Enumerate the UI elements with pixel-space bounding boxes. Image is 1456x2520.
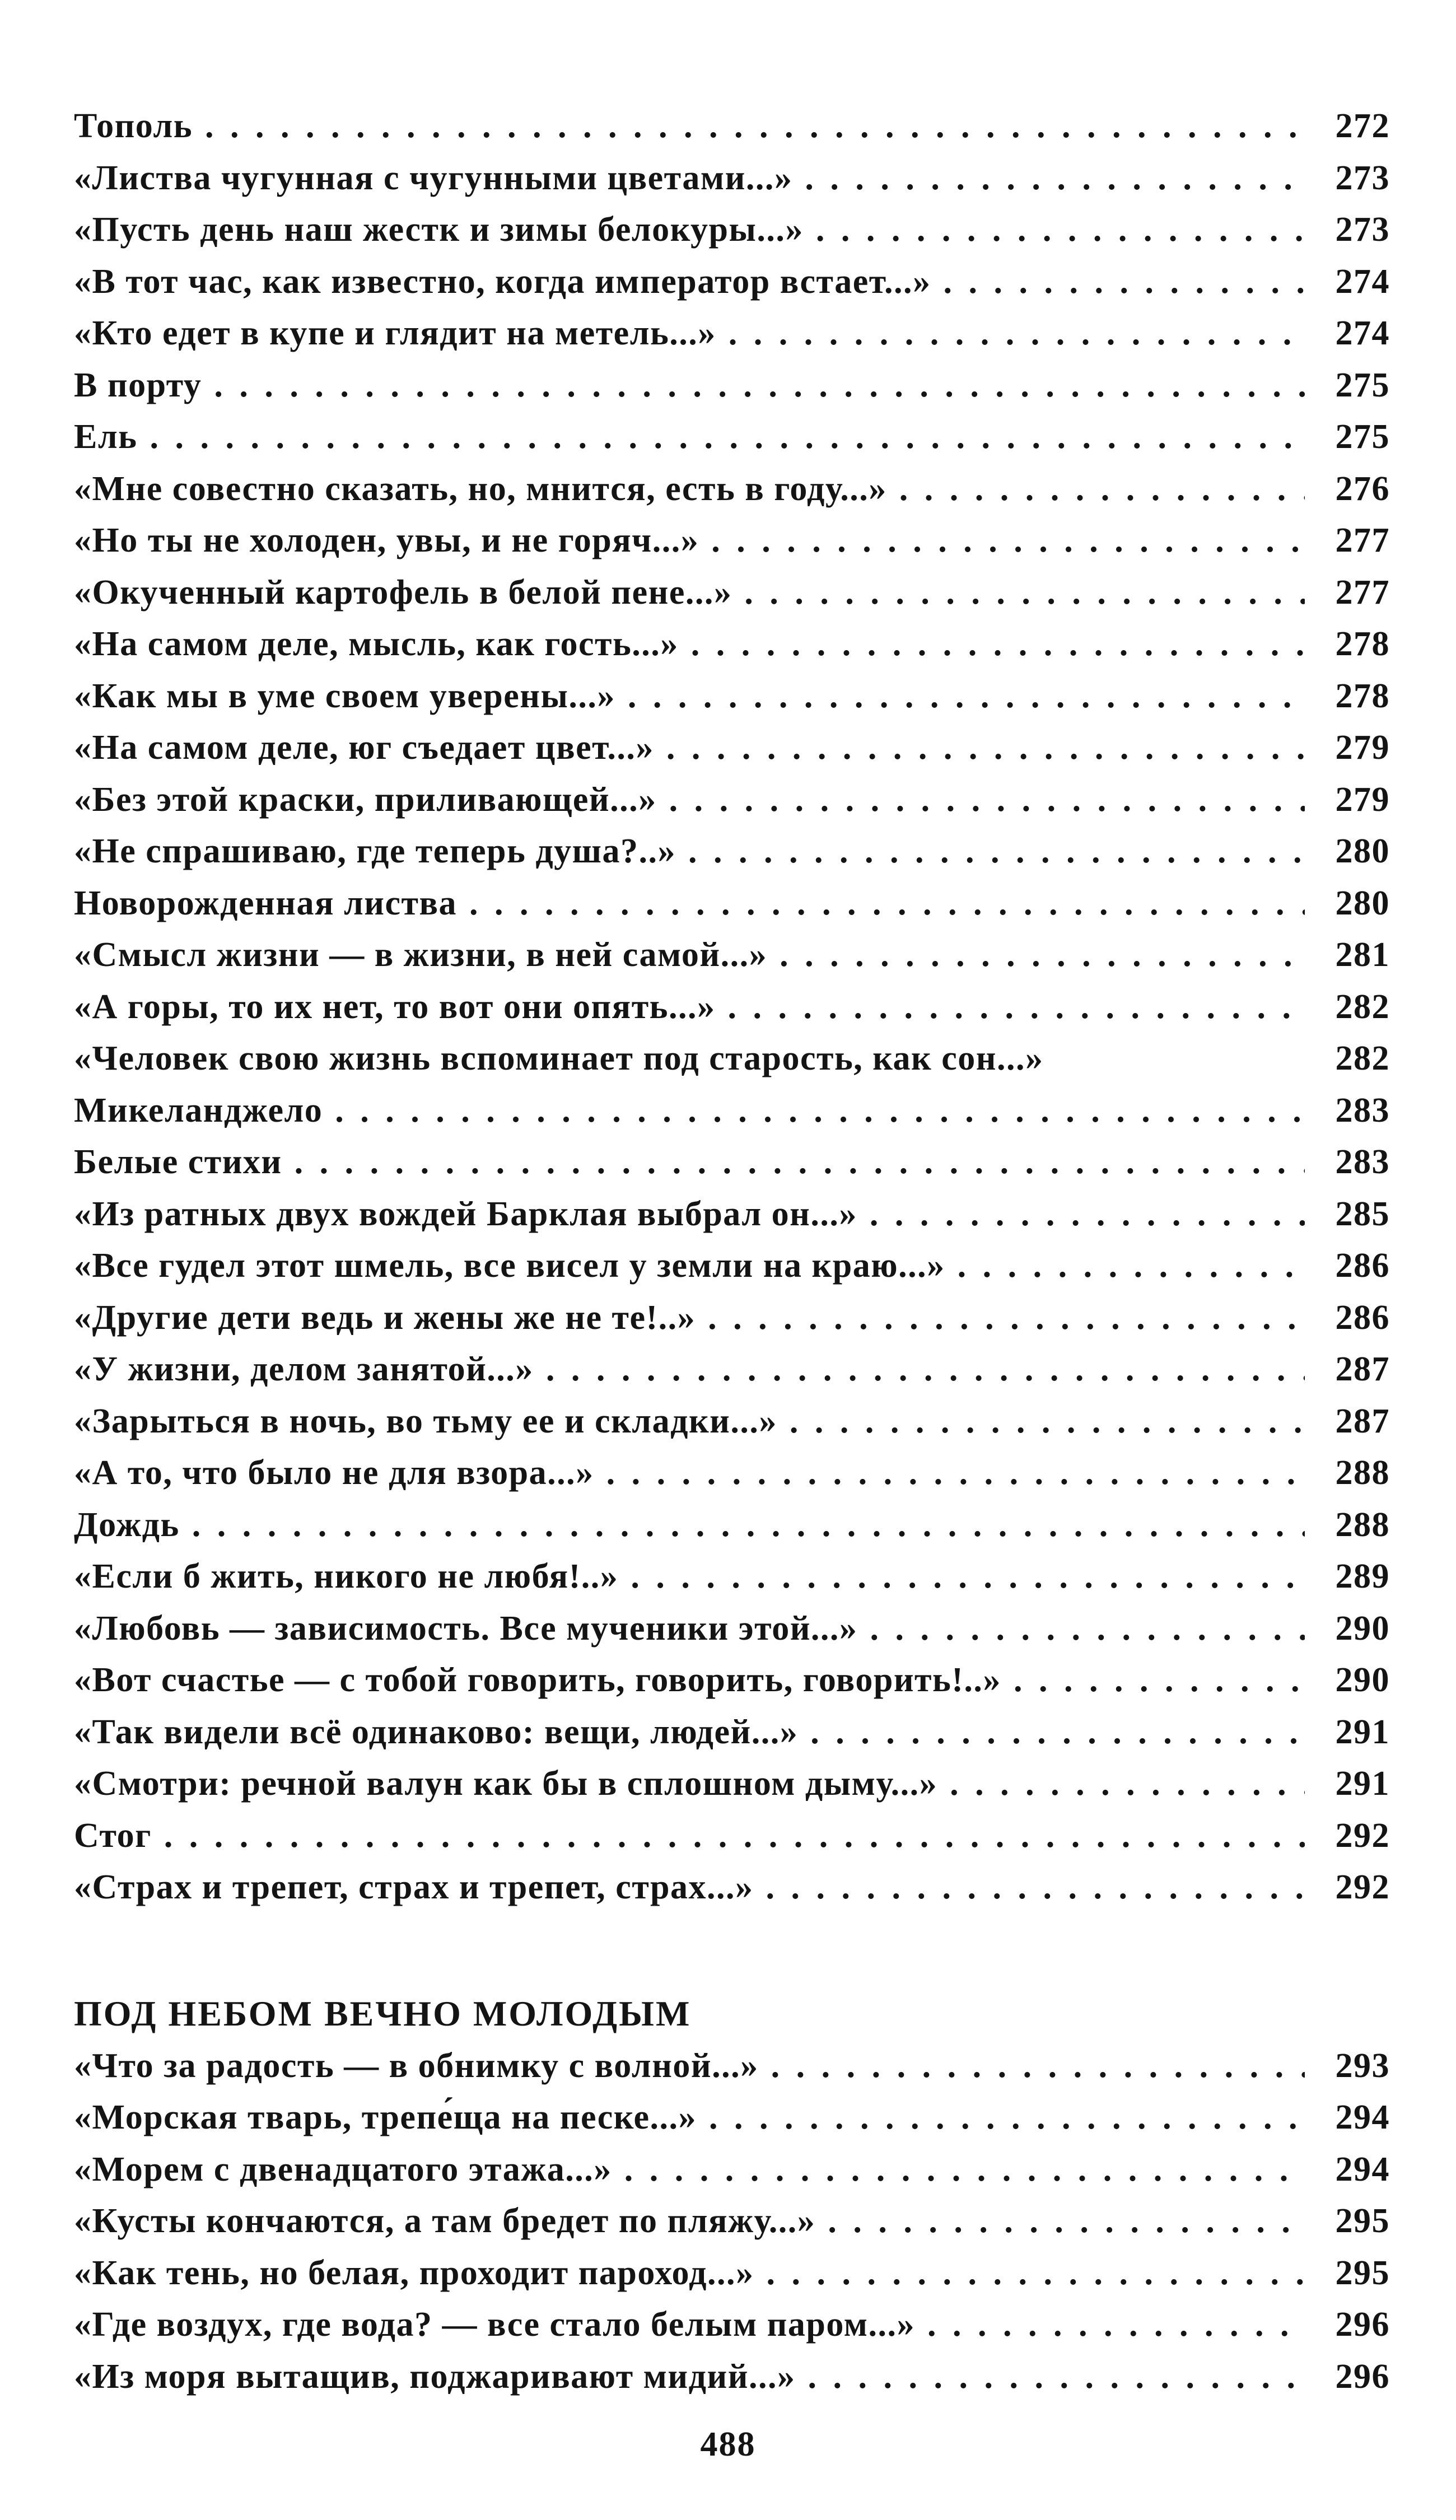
dot-leader <box>944 262 1305 302</box>
dot-leader <box>808 2357 1305 2397</box>
dot-leader <box>691 624 1305 664</box>
toc-entry <box>74 2357 1390 2409</box>
toc-entry <box>74 624 1390 676</box>
toc-entry-title: «А то, что было не для взора...» <box>74 1454 594 1492</box>
toc-entry-page: 279 <box>1335 729 1390 767</box>
toc-entry-page: 278 <box>1335 625 1390 663</box>
dot-leader <box>628 676 1305 716</box>
toc-list <box>74 106 1390 1920</box>
toc-entry <box>74 366 1390 418</box>
dot-leader <box>688 832 1305 871</box>
toc-entry-title: Белые стихи <box>74 1143 282 1181</box>
toc-entry <box>74 676 1390 729</box>
toc-entry <box>74 1453 1390 1505</box>
dot-leader <box>810 1712 1305 1752</box>
toc-entry <box>74 106 1390 158</box>
dot-leader <box>1014 1660 1305 1700</box>
toc-entry-title: «Морская тварь, трепе́ща на песке...» <box>74 2098 697 2136</box>
dot-leader <box>805 158 1305 198</box>
dot-leader <box>606 1453 1305 1493</box>
toc-entry-page: 281 <box>1335 936 1390 974</box>
toc-entry-title: «Как мы в уме своем уверены...» <box>74 676 615 715</box>
toc-entry-page: 276 <box>1335 469 1390 508</box>
toc-entry <box>74 2253 1390 2306</box>
toc-entry-title: «Вот счастье — с тобой говорить, говорить, говорить!..» <box>74 1661 1001 1699</box>
dot-leader <box>624 2150 1305 2190</box>
toc-entry-page: 277 <box>1335 521 1390 559</box>
dot-leader <box>295 1142 1305 1182</box>
toc-entry-page: 275 <box>1335 366 1390 404</box>
dot-leader <box>780 935 1305 975</box>
toc-entry <box>74 314 1390 366</box>
toc-entry-page: 292 <box>1335 1816 1390 1855</box>
toc-entry-title: В порту <box>74 366 202 404</box>
toc-entry-title: «Морем с двенадцатого этажа...» <box>74 2150 612 2188</box>
toc-entry <box>74 1039 1390 1091</box>
toc-entry <box>74 469 1390 521</box>
dot-leader <box>708 1298 1305 1338</box>
toc-entry-title: «Другие дети ведь и жены же не те!..» <box>74 1298 696 1337</box>
toc-entry-title: «Мне совестно сказать, но, мнится, есть в году...» <box>74 469 887 508</box>
toc-entry-title: «На самом деле, мысль, как гость...» <box>74 625 679 663</box>
dot-leader <box>711 521 1305 561</box>
toc-entry <box>74 573 1390 625</box>
toc-entry <box>74 1557 1390 1609</box>
toc-entry-page: 282 <box>1335 1039 1390 1077</box>
toc-entry-page: 274 <box>1335 314 1390 352</box>
toc-page <box>74 106 1390 2409</box>
toc-entry-title: «Кусты кончаются, а там бредет по пляжу...» <box>74 2202 816 2240</box>
toc-entry <box>74 1609 1390 1661</box>
toc-entry-title: «Не спрашиваю, где теперь душа?..» <box>74 832 676 870</box>
toc-entry-title: «Любовь — зависимость. Все мученики этой...» <box>74 1609 858 1648</box>
toc-entry-page: 279 <box>1335 780 1390 819</box>
toc-entry <box>74 780 1390 832</box>
dot-leader <box>950 1764 1305 1804</box>
toc-entry <box>74 521 1390 573</box>
dot-leader <box>958 1246 1305 1286</box>
toc-entry-title: Ель <box>74 418 138 456</box>
toc-entry-title: Микеланджело <box>74 1091 323 1130</box>
toc-entry-page: 290 <box>1335 1609 1390 1648</box>
toc-entry <box>74 1402 1390 1454</box>
toc-entry-page: 283 <box>1335 1091 1390 1130</box>
toc-entry-title: Дождь <box>74 1505 180 1544</box>
dot-leader <box>767 2253 1305 2293</box>
toc-entry-title: «Смысл жизни — в жизни, в ней самой...» <box>74 936 768 974</box>
dot-leader <box>729 314 1305 353</box>
dot-leader <box>666 728 1305 768</box>
dot-leader <box>899 469 1305 509</box>
toc-entry <box>74 728 1390 780</box>
toc-entry <box>74 832 1390 884</box>
toc-entry <box>74 2046 1390 2098</box>
dot-leader <box>771 2046 1305 2086</box>
toc-entry <box>74 2305 1390 2357</box>
toc-entry-page: 286 <box>1335 1298 1390 1337</box>
toc-entry <box>74 2150 1390 2202</box>
toc-entry-title: Стог <box>74 1816 152 1855</box>
toc-entry-page: 273 <box>1335 158 1390 197</box>
toc-entry <box>74 1194 1390 1247</box>
toc-entry-title: «А горы, то их нет, то вот они опять...» <box>74 987 716 1026</box>
toc-entry-page: 277 <box>1335 573 1390 612</box>
toc-entry-page: 280 <box>1335 884 1390 922</box>
toc-entry-title: «Из ратных двух вождей Барклая выбрал он...» <box>74 1194 857 1233</box>
toc-entry-title: «Листва чугунная с чугунными цветами...» <box>74 158 793 197</box>
toc-entry <box>74 987 1390 1039</box>
toc-entry-title: «Так видели всё одинаково: вещи, людей...» <box>74 1712 799 1751</box>
toc-entry-page: 290 <box>1335 1661 1390 1699</box>
dot-leader <box>790 1402 1305 1441</box>
dot-leader <box>669 780 1305 820</box>
toc-entry-page: 292 <box>1335 1868 1390 1906</box>
toc-entry <box>74 1350 1390 1402</box>
toc-entry-page: 272 <box>1335 107 1390 145</box>
toc-entry-page: 294 <box>1335 2098 1390 2136</box>
toc-entry-page: 286 <box>1335 1247 1390 1285</box>
toc-entry <box>74 1505 1390 1557</box>
toc-entry-page: 273 <box>1335 211 1390 249</box>
toc-entry-page: 288 <box>1335 1505 1390 1544</box>
toc-entry-title: «У жизни, делом занятой...» <box>74 1350 534 1388</box>
section-heading: ПОД НЕБОМ ВЕЧНО МОЛОДЫМ <box>74 1993 692 2033</box>
toc-entry-page: 282 <box>1335 987 1390 1026</box>
dot-leader <box>469 884 1305 923</box>
dot-leader <box>744 573 1305 613</box>
dot-leader <box>828 2201 1305 2241</box>
toc-entry <box>74 1091 1390 1143</box>
toc-entry-title: «Зарыться в ночь, во тьму ее и складки...» <box>74 1402 777 1440</box>
dot-leader <box>870 1194 1305 1234</box>
toc-entry <box>74 1142 1390 1194</box>
toc-entry-title: «Пусть день наш жестк и зимы белокуры...» <box>74 211 804 249</box>
dot-leader <box>150 417 1305 457</box>
dot-leader <box>927 2305 1305 2345</box>
toc-entry-title: «Как тень, но белая, проходит пароход...» <box>74 2253 754 2292</box>
toc-entry-page: 296 <box>1335 2357 1390 2396</box>
toc-entry-title: «Страх и трепет, страх и трепет, страх...» <box>74 1868 754 1906</box>
toc-entry-title: «Но ты не холоден, увы, и не горяч...» <box>74 521 699 559</box>
toc-entry-title: Тополь <box>74 107 193 145</box>
toc-entry-page: 296 <box>1335 2306 1390 2344</box>
toc-entry <box>74 1764 1390 1816</box>
toc-entry-page: 291 <box>1335 1765 1390 1803</box>
toc-entry <box>74 210 1390 262</box>
toc-entry-page: 295 <box>1335 2202 1390 2240</box>
dot-leader <box>727 987 1305 1027</box>
dot-leader <box>631 1557 1305 1597</box>
toc-entry-page: 294 <box>1335 2150 1390 2188</box>
page-number: 488 <box>700 2425 756 2463</box>
toc-entry-title: Новорожденная листва <box>74 884 457 922</box>
dot-leader <box>766 1868 1305 1907</box>
dot-leader <box>214 366 1305 405</box>
toc-entry <box>74 417 1390 469</box>
toc-entry-title: «Из моря вытащив, поджаривают мидий...» <box>74 2357 796 2396</box>
toc-entry <box>74 2201 1390 2253</box>
dot-leader <box>870 1609 1305 1649</box>
toc-entry <box>74 884 1390 936</box>
toc-entry-page: 283 <box>1335 1143 1390 1181</box>
toc-entry-page: 278 <box>1335 676 1390 715</box>
toc-entry-title: «Все гудел этот шмель, все висел у земли на краю...» <box>74 1247 945 1285</box>
dot-leader <box>709 2098 1305 2138</box>
toc-entry <box>74 2098 1390 2150</box>
toc-entry-title: «Окученный картофель в белой пене...» <box>74 573 732 612</box>
toc-entry <box>74 1868 1390 1920</box>
toc-entry-title: «Человек свою жизнь вспоминает под старость, как сон...» <box>74 1039 1044 1077</box>
toc-entry-title: «На самом деле, юг съедает цвет...» <box>74 729 654 767</box>
toc-entry-page: 289 <box>1335 1557 1390 1595</box>
toc-entry-page: 291 <box>1335 1712 1390 1751</box>
toc-entry-page: 288 <box>1335 1454 1390 1492</box>
toc-entry-page: 295 <box>1335 2253 1390 2292</box>
toc-entry-title: «Смотри: речной валун как бы в сплошном дыму...» <box>74 1765 938 1803</box>
section-toc-list <box>74 2046 1390 2409</box>
dot-leader <box>816 210 1305 250</box>
dot-leader <box>192 1505 1305 1545</box>
toc-entry <box>74 1298 1390 1350</box>
dot-leader <box>335 1091 1305 1131</box>
toc-entry-page: 285 <box>1335 1194 1390 1233</box>
toc-entry-title: «В тот час, как известно, когда император встает...» <box>74 262 931 301</box>
dot-leader <box>546 1350 1305 1389</box>
toc-entry-title: «Без этой краски, приливающей...» <box>74 780 657 819</box>
toc-entry-page: 287 <box>1335 1402 1390 1440</box>
toc-entry-title: «Где воздух, где вода? — все стало белым паром...» <box>74 2306 915 2344</box>
toc-entry <box>74 935 1390 987</box>
toc-entry <box>74 1712 1390 1765</box>
toc-entry-page: 293 <box>1335 2046 1390 2085</box>
toc-entry <box>74 1816 1390 1868</box>
toc-entry <box>74 1660 1390 1712</box>
toc-entry-title: «Если б жить, никого не любя!..» <box>74 1557 619 1595</box>
toc-entry <box>74 1246 1390 1298</box>
toc-entry-page: 287 <box>1335 1350 1390 1388</box>
toc-entry-title: «Кто едет в купе и глядит на метель...» <box>74 314 716 352</box>
toc-entry-page: 280 <box>1335 832 1390 870</box>
toc-entry-title: «Что за радость — в обнимку с волной...» <box>74 2046 759 2085</box>
toc-entry-page: 275 <box>1335 418 1390 456</box>
toc-entry-page: 274 <box>1335 262 1390 301</box>
dot-leader <box>205 106 1305 146</box>
toc-entry <box>74 262 1390 314</box>
toc-entry <box>74 158 1390 211</box>
dot-leader <box>164 1816 1305 1856</box>
